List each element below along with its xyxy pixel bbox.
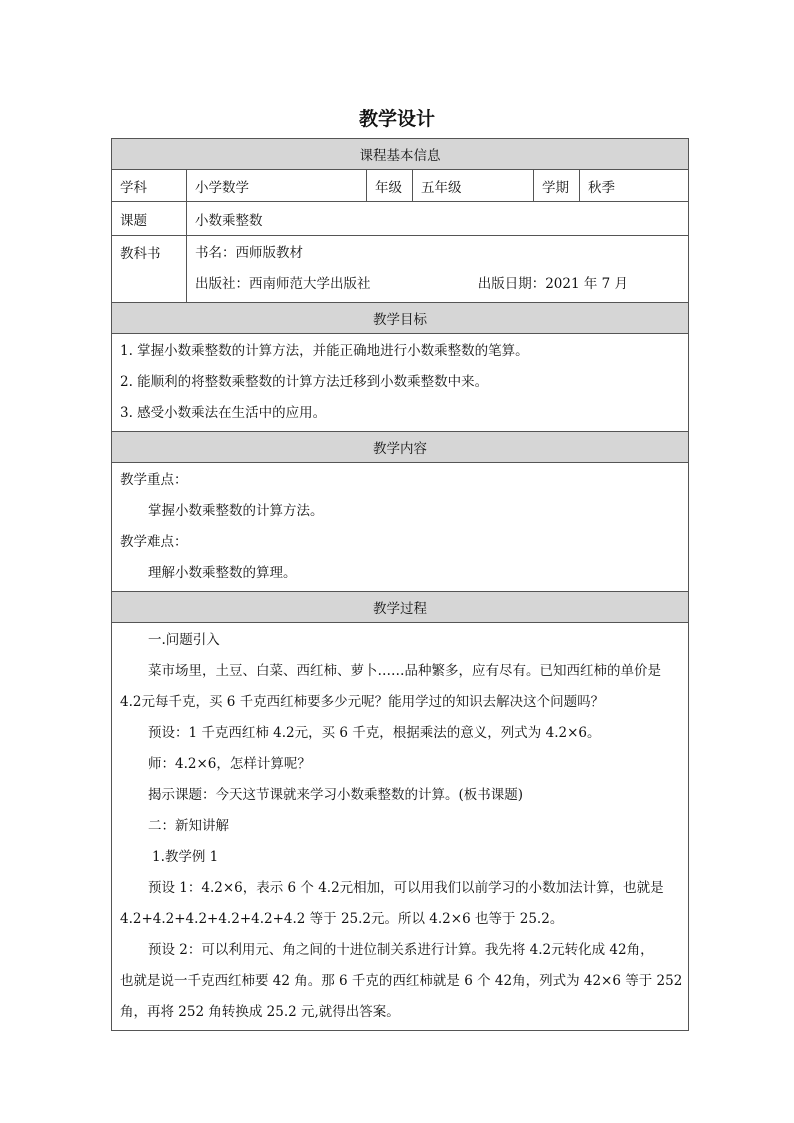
key-point-label: 教学重点：: [120, 472, 188, 488]
difficulty-label: 教学难点：: [120, 534, 188, 550]
textbook-label: 教科书: [112, 236, 187, 303]
subject-value: 小学数学: [187, 170, 367, 202]
term-value: 秋季: [580, 170, 689, 202]
content-body: [112, 463, 689, 592]
paragraph-line: 预设 2：可以利用元、角之间的十进位制关系进行计算。我先将 4.2元转化成 42角，: [148, 942, 654, 958]
section-title: 教学内容: [112, 432, 689, 463]
publisher-line: [195, 269, 680, 300]
topic-label: 课题: [112, 202, 187, 236]
goal-item: 2. 能顺利的将整数乘整数的计算方法迁移到小数乘整数中来。: [120, 374, 489, 390]
section-heading: 一.问题引入: [148, 632, 220, 648]
term-label: 学期: [534, 170, 580, 202]
section-title: 教学目标: [112, 303, 689, 334]
paragraph-line: 4.2元每千克，买 6 千克西红柿要多少元呢？能用学过的知识去解决这个问题吗？: [120, 694, 605, 710]
process-row: [112, 623, 689, 1031]
key-point: 掌握小数乘整数的计算方法。: [148, 503, 324, 519]
paragraph-line: 预设 1：4.2×6，表示 6 个 4.2元相加，可以用我们以前学习的小数加法计算，也就是: [148, 880, 664, 896]
paragraph-line: 角，再将 252 角转换成 25.2 元,就得出答案。: [120, 1004, 400, 1020]
paragraph-line: 师：4.2×6，怎样计算呢？: [148, 756, 311, 772]
publish-date: 出版日期：2021 年 7 月: [477, 276, 629, 292]
goals-row: [112, 334, 689, 432]
goal-item: 3. 感受小数乘法在生活中的应用。: [120, 405, 327, 421]
section-title: 课程基本信息: [112, 139, 689, 170]
example-heading: 1.教学例 1: [152, 849, 219, 865]
paragraph-line: 也就是说一千克西红柿要 42 角。那 6 千克的西红柿就是 6 个 42角，列式为 42×6 等于 252: [120, 973, 683, 989]
goal-item: 1. 掌握小数乘整数的计算方法，并能正确地进行小数乘整数的笔算。: [120, 343, 529, 359]
section-heading: 二：新知讲解: [148, 818, 229, 834]
goals-list: [112, 334, 689, 432]
book-name: 书名：西师版教材: [195, 245, 303, 261]
textbook-details: [187, 236, 689, 303]
info-row-subject: [112, 170, 689, 202]
content-row: [112, 463, 689, 592]
publisher: 出版社：西南师范大学出版社: [195, 276, 371, 292]
topic-value: 小数乘整数: [187, 202, 689, 236]
process-body: [112, 623, 689, 1031]
info-row-topic: [112, 202, 689, 236]
paragraph-line: 菜市场里，土豆、白菜、西红柿、萝卜……品种繁多，应有尽有。已知西红柿的单价是: [148, 663, 661, 679]
difficulty: 理解小数乘整数的算理。: [148, 565, 297, 581]
grade-value: 五年级: [413, 170, 534, 202]
paragraph-line: 预设：1 千克西红柿 4.2元，买 6 千克，根据乘法的意义，列式为 4.2×6。: [148, 725, 601, 741]
paragraph-line: 揭示课题：今天这节课就来学习小数乘整数的计算。(板书课题): [148, 787, 524, 803]
section-title: 教学过程: [112, 592, 689, 623]
section-header-basic: [112, 139, 689, 170]
paragraph-line: 4.2+4.2+4.2+4.2+4.2+4.2 等于 25.2元。所以 4.2×6 也等于 25.2。: [120, 911, 564, 927]
page-title: 教学设计: [358, 108, 435, 130]
lesson-plan-table: [111, 138, 689, 1031]
section-header-content: [112, 432, 689, 463]
section-header-process: [112, 592, 689, 623]
subject-label: 学科: [112, 170, 187, 202]
section-header-goals: [112, 303, 689, 334]
grade-label: 年级: [367, 170, 413, 202]
info-row-textbook: [112, 236, 689, 303]
